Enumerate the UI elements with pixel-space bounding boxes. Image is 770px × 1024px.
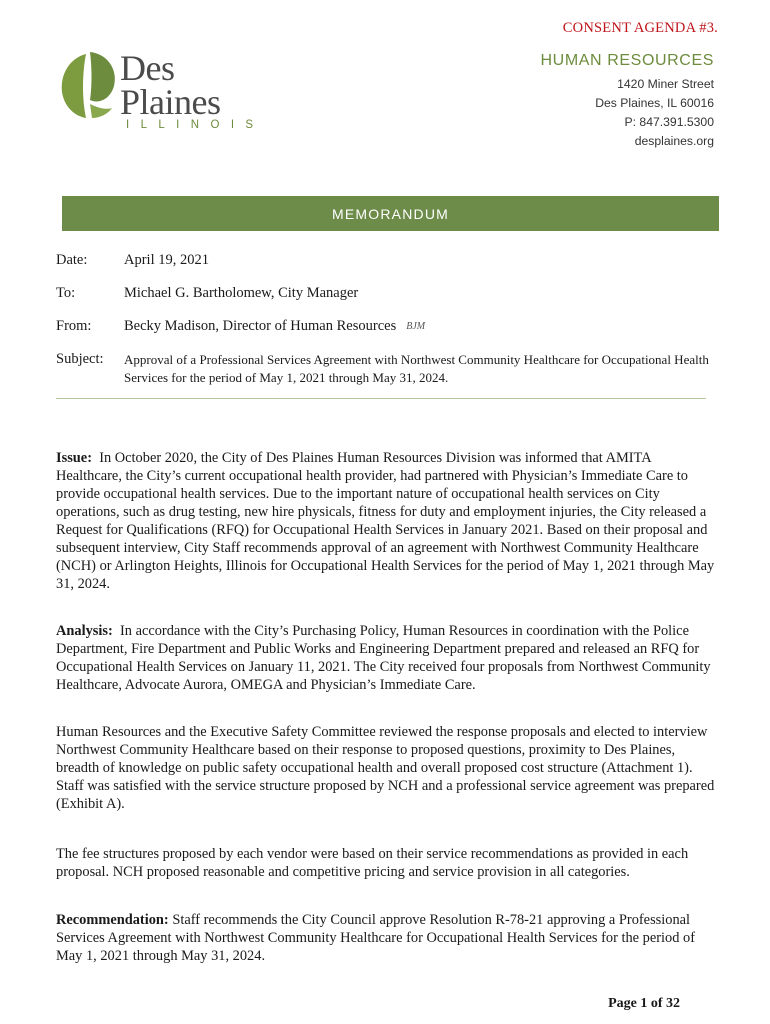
issue-label: Issue: <box>56 450 92 466</box>
issue-text: In October 2020, the City of Des Plaines Human Resources Division was informed that AMITA Healthcare, the City’s current occupational health provider, had partnered with Physician’s Immediate Care to provide occupational health services. Due to the important nature of occupational health services on City operations, such as drug testing, new hire physicals, fitness for duty and employment injuries, the City released a Request for Qualifications (RFQ) for Occupational Health Services in January 2021. Based on their proposal and subsequent interview, City Staff recommends approval of an agreement with Northwest Community Healthcare (NCH) or Arlington Heights, Illinois for Occupational Health Services for the period of May 1, 2021 through May 31, 2024. <box>56 450 715 592</box>
recommendation-label: Recommendation: <box>56 912 169 928</box>
signature-initials: BJM <box>406 321 426 333</box>
committee-paragraph: Human Resources and the Executive Safety Committee reviewed the response proposals and elected to interview Northwest Community Healthcare based on their response to proposed questions, proximity to Des Plaines, breadth of knowledge on public safety occupational health and overall proposed cost structure (Attachment 1). Staff was satisfied with the service structure proposed by NCH and a professional service agreement was prepared (Exhibit A). <box>56 724 715 812</box>
recommendation-text: Staff recommends the City Council approve Resolution R-78-21 approving a Professional Services Agreement with Northwest Community Healthcare for Occupational Health Services for the period of May 1, 2021 through May 31, 2024. <box>56 912 695 964</box>
subject-value: Approval of a Professional Services Agreement with Northwest Community Healthcare for Occupational Health Services for the period of May 1, 2021 through May 31, 2024. <box>124 352 709 385</box>
address-line-2: Des Plaines, IL 60016 <box>595 96 714 110</box>
department-address-block <box>541 52 714 151</box>
recommendation-paragraph <box>56 911 716 965</box>
page-number: Page 1 of 32 <box>608 996 680 1011</box>
city-logo <box>56 48 271 140</box>
date-label: Date: <box>56 252 88 268</box>
subject-label: Subject: <box>56 351 104 367</box>
to-value: Michael G. Bartholomew, City Manager <box>124 285 359 301</box>
date-value: April 19, 2021 <box>124 252 209 268</box>
consent-agenda-label: CONSENT AGENDA #3. <box>562 20 718 36</box>
leaf-logo-icon <box>56 48 118 120</box>
logo-word-des: Des <box>120 48 175 88</box>
analysis-paragraph <box>56 622 716 694</box>
analysis-label: Analysis: <box>56 623 113 639</box>
address-line-1: 1420 Miner Street <box>617 77 714 91</box>
memorandum-banner: MEMORANDUM <box>62 196 719 231</box>
from-value: Becky Madison, Director of Human Resources <box>124 318 397 334</box>
department-title: HUMAN RESOURCES <box>540 52 714 69</box>
logo-word-plaines: Plaines <box>120 82 221 122</box>
fee-structure-paragraph: The fee structures proposed by each vendor were based on their service recommendations as provided in each proposal. NCH proposed reasonable and competitive pricing and service provision in all categories. <box>56 846 689 880</box>
to-label: To: <box>56 285 76 301</box>
website: desplaines.org <box>634 134 714 148</box>
from-label: From: <box>56 318 92 334</box>
from-value-wrap <box>124 318 425 335</box>
phone-number: P: 847.391.5300 <box>624 115 714 129</box>
analysis-text: In accordance with the City’s Purchasing Policy, Human Resources in coordination with the Police Department, Fire Department and Public Works and Engineering Department prepared and released an RFQ for Occupational Health Services on January 11, 2021. The City received four proposals from Northwest Community Healthcare, Advocate Aurora, OMEGA and Physician’s Immediate Care. <box>56 623 711 693</box>
issue-paragraph <box>56 449 716 593</box>
logo-state: ILLINOIS <box>126 119 265 131</box>
header-divider <box>56 398 706 399</box>
